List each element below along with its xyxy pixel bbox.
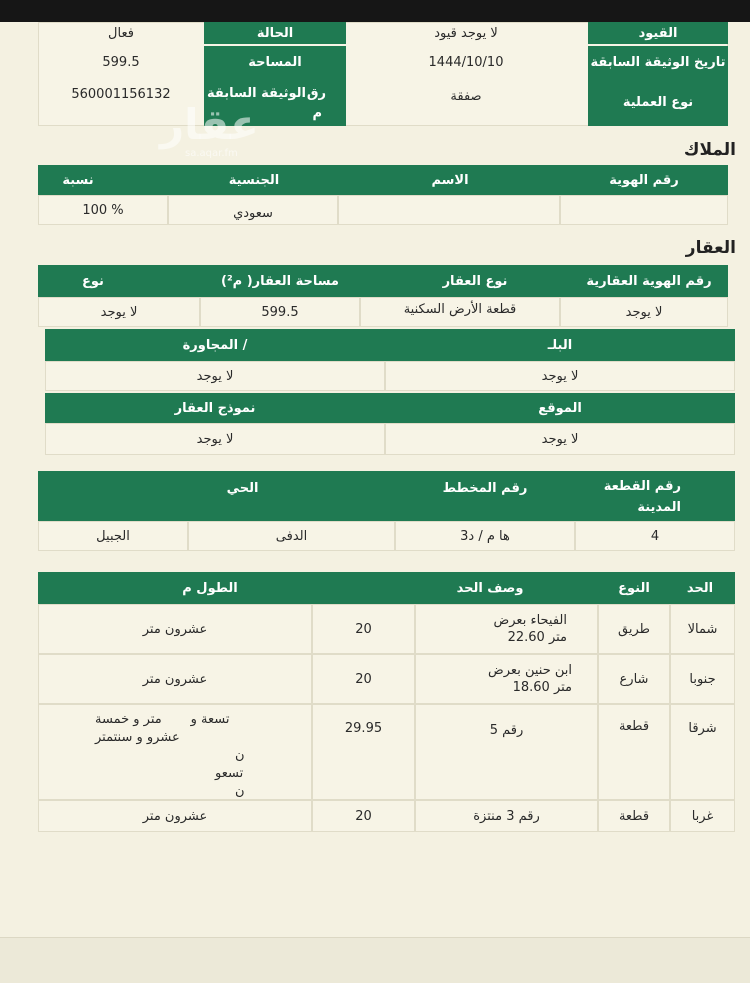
bound-words-east — [38, 704, 312, 800]
property-area-cell: 599.5 — [200, 297, 360, 327]
area-label: المساحة — [204, 46, 346, 78]
bound-type-east: قطعة — [598, 704, 670, 800]
property-header-type: نوع العقار — [380, 265, 570, 297]
aqar-watermark-sub: sa.aqar.fm — [185, 148, 238, 159]
bound-words-east-2: عشرو و سنتمتر — [95, 730, 180, 745]
property-header-id: رقم الهوية العقارية — [570, 265, 728, 297]
property-header-country: البلـ — [385, 329, 735, 361]
plot-header-plotno-a: رقم القطعة — [603, 479, 681, 494]
bound-words-east-4: تسعو — [215, 766, 244, 781]
owner-id-cell — [560, 195, 728, 225]
bottom-bar — [0, 937, 750, 983]
bound-words-east-1: تسعة و متر و خمسة — [95, 712, 230, 727]
bound-desc-north-a: الفيحاء بعرض — [493, 613, 567, 628]
bound-num-west: 20 — [312, 800, 415, 832]
owner-name-cell — [338, 195, 560, 225]
prev-doc-number-value: 560001156132 — [71, 86, 171, 102]
bound-side-east: شرقا — [670, 704, 735, 800]
bounds-header-desc: وصف الحد — [415, 572, 565, 604]
property-kind-cell: لا يوجد — [38, 297, 200, 327]
district-cell: الدفى — [188, 521, 395, 551]
bounds-header-side: الحد — [670, 572, 730, 604]
owners-title: الملاك — [683, 140, 736, 160]
owner-ratio-cell: 100 % — [38, 195, 168, 225]
bound-desc-south-b: 18.60 متر — [512, 680, 572, 695]
bound-side-south: جنوبا — [670, 654, 735, 704]
plan-no-cell: ها م / د3 — [395, 521, 575, 551]
prev-doc-number-label-b: م — [312, 106, 322, 121]
plot-header-plotno — [575, 471, 735, 521]
owners-header-id: رقم الهوية — [560, 165, 728, 195]
operation-type-label: نوع العملية — [588, 78, 728, 126]
property-header-location: الموقع — [385, 393, 735, 423]
bound-type-north: طريق — [598, 604, 670, 654]
prev-doc-number-label-a: رق — [306, 86, 326, 101]
property-id-cell: لا يوجد — [560, 297, 728, 327]
owner-nationality-cell: سعودي — [168, 195, 338, 225]
bound-side-west: غربا — [670, 800, 735, 832]
bounds-header-length: الطول م — [160, 572, 260, 604]
bound-words-east-3: ن — [235, 748, 245, 763]
bound-desc-north-b: 22.60 متر — [507, 630, 567, 645]
status-value: فعال — [108, 25, 134, 41]
property-country-cell: لا يوجد — [385, 361, 735, 391]
bound-desc-south-a: ابن حنين بعرض — [488, 663, 572, 678]
plot-header-city: المدينة — [637, 500, 681, 515]
restrictions-value: لا يوجد قيود — [434, 25, 498, 41]
operation-type-value: صفقة — [450, 88, 482, 104]
plot-header-plan: رقم المخطط — [395, 471, 575, 505]
property-title: العقار — [685, 238, 736, 258]
bound-num-south: 20 — [312, 654, 415, 704]
bound-side-north: شمالا — [670, 604, 735, 654]
bound-type-west: قطعة — [598, 800, 670, 832]
prev-doc-number-label-c: الوثيقة السابقة — [206, 86, 306, 101]
property-type-cell: قطعة الأرض السكنية — [360, 297, 560, 327]
owners-header-ratio: نسبة — [38, 165, 118, 195]
bounds-header-type: النوع — [598, 572, 670, 604]
bound-words-north: عشرون متر — [38, 604, 312, 654]
plot-header-district: الحي — [190, 471, 295, 505]
bound-desc-south — [415, 654, 598, 704]
prev-doc-date-label: تاريخ الوثيقة السابقة — [588, 46, 728, 78]
bound-num-north: 20 — [312, 604, 415, 654]
property-model-cell: لا يوجد — [45, 423, 385, 455]
bound-words-east-5: ن — [235, 784, 245, 799]
property-header-neighbors: المجاورة / — [45, 329, 385, 361]
owners-header-nationality: الجنسية — [168, 165, 340, 195]
plot-no-cell: 4 — [575, 521, 735, 551]
aqar-watermark: عقار — [160, 100, 259, 149]
bound-desc-north — [415, 604, 598, 654]
property-neighbors-cell: لا يوجد — [45, 361, 385, 391]
bound-desc-west: رقم 3 منتزة — [415, 800, 598, 832]
bound-num-east: 29.95 — [312, 704, 415, 800]
area-value: 599.5 — [102, 54, 140, 70]
bound-type-south: شارع — [598, 654, 670, 704]
status-label: الحالة — [204, 22, 346, 44]
property-header-model: نموذج العقار — [45, 393, 385, 423]
owners-header-name: الاسم — [340, 165, 560, 195]
property-location-cell: لا يوجد — [385, 423, 735, 455]
property-header-area: مساحة العقار( م²) — [180, 265, 380, 297]
prev-doc-date-value: 1444/10/10 — [428, 54, 504, 70]
city-cell: الجبيل — [38, 521, 188, 551]
property-header-kind: نوع — [38, 265, 148, 297]
bound-words-west: عشرون متر — [38, 800, 312, 832]
status-bar — [0, 0, 750, 22]
bound-desc-east: رقم 5 — [415, 704, 598, 800]
restrictions-label: القيود — [588, 22, 728, 44]
bound-words-south: عشرون متر — [38, 654, 312, 704]
